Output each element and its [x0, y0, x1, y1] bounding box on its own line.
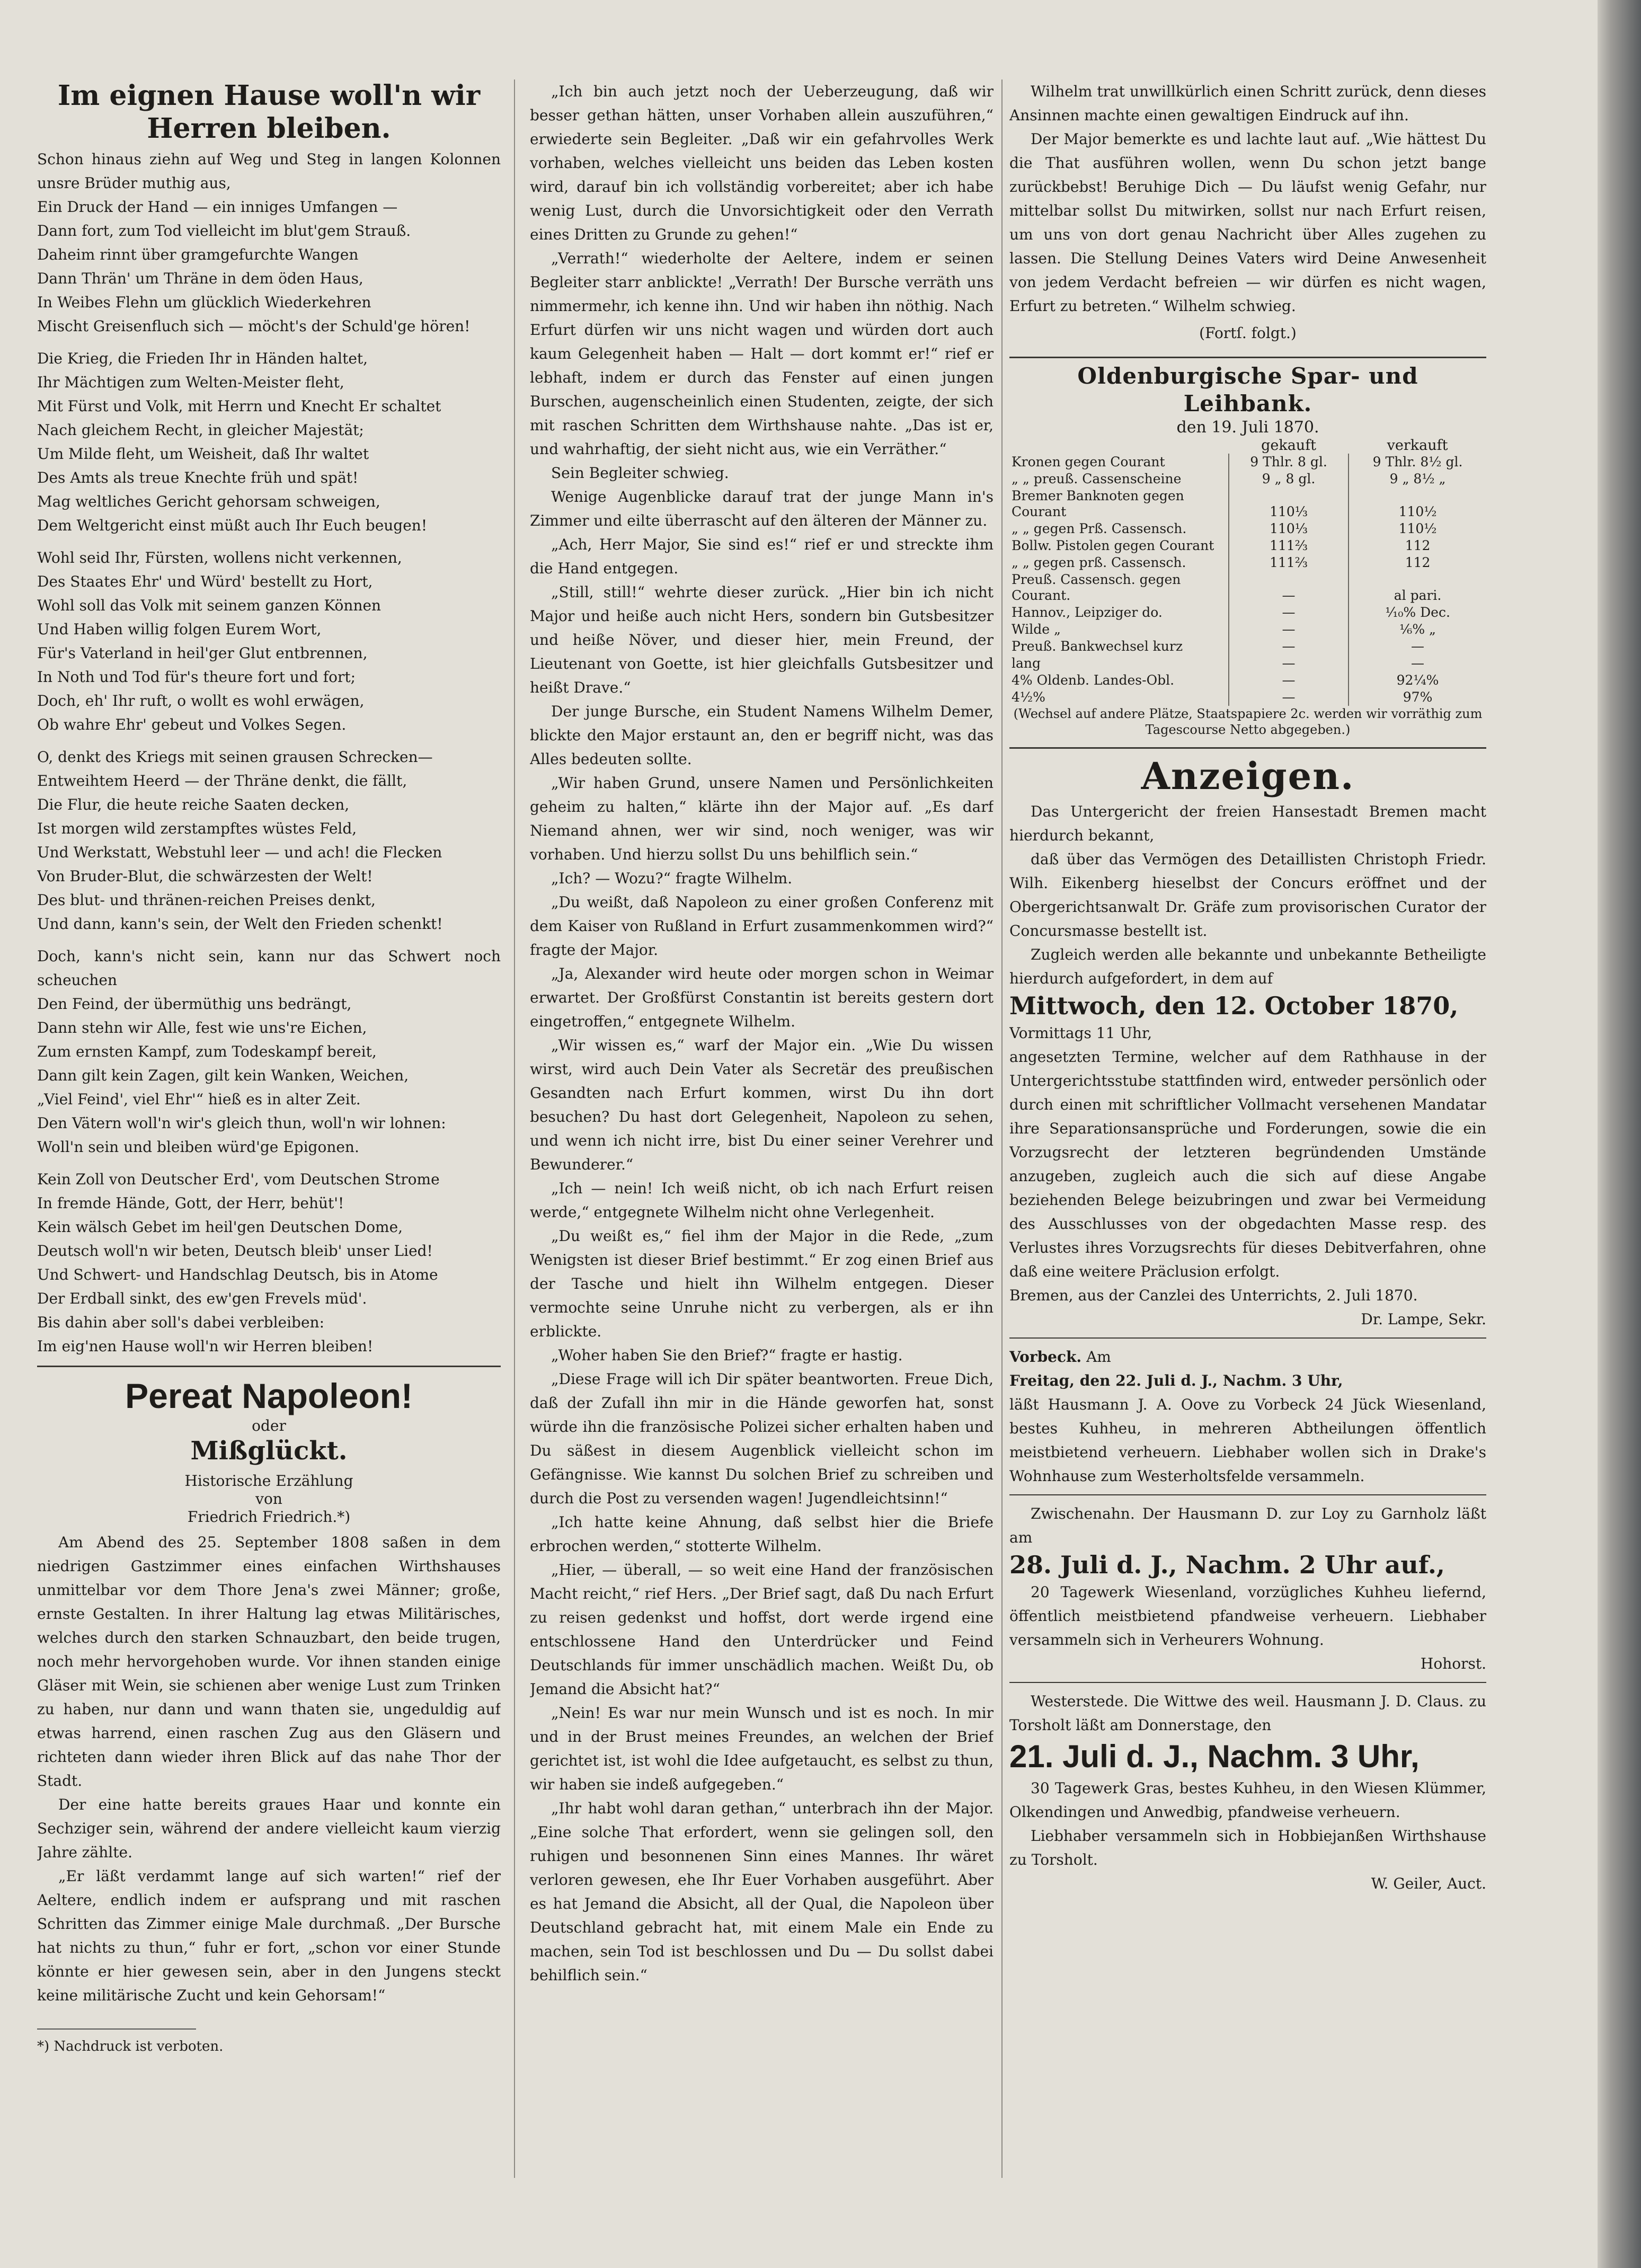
rate-sell: 110½ [1349, 520, 1486, 537]
section-divider [37, 1366, 501, 1367]
story-paragraph: „Diese Frage will ich Dir später beantworten. Freue Dich, daß der Zufall ihn mir in die Hände geworfen hat, sonst würde ihn die französische Polizei sicher erhalten haben und Du säßest in diesem Augenblick vielleicht schon im Gefängnisse. Wie kannst Du solchen Brief zu schreiben und durch die Post zu versenden wagen! Jugendleichtsinn!“ [530, 1370, 994, 1507]
poem-stanza: O, denkt des Kriegs mit seinen grausen Schrecken— Entweihtem Heerd — der Thräne denkt, die fällt, Die Flur, die heute reiche Saaten decken, Ist morgen wild zerstampftes wüstes Feld, Und Werkstatt, Webstuhl leer — und ach! die Flecken Von Bruder-Blut, die schwärzesten der Welt! Des blut- und thränen-reichen Preises denkt, Und dann, kann's sein, der Welt den Frieden schenkt! [37, 748, 443, 933]
rate-label: 4½% [1012, 689, 1045, 705]
ad-text: Zwischenahn. Der Hausmann D. zur Loy zu Garnholz läßt am [1009, 1505, 1486, 1546]
rate-sell: ¹⁄₆% „ [1349, 621, 1486, 638]
rate-sell: 112 [1349, 554, 1486, 571]
poem-title: Im eignen Hause woll'n wir Herren bleiben. [57, 79, 481, 145]
story-paragraph: „Woher haben Sie den Brief?“ fragte er hastig. [551, 1346, 903, 1364]
table-row [1009, 488, 1486, 520]
story-von: von [255, 1490, 282, 1508]
rate-label: 4% Oldenb. Landes-Obl. [1012, 672, 1175, 688]
rate-sell: 97% [1349, 689, 1486, 706]
rate-buy: 111⅔ [1229, 554, 1349, 571]
story-paragraph: „Wir wissen es,“ warf der Major ein. „Wie Du wissen wirst, wird auch Dein Vater als Secretär des preußischen Gesandten nach Erfurt kommen, wirst Du ihn dort besuchen? Du hast dort Gelegenheit, Napoleon zu sehen, und wenn ich nicht irre, bist Du einer seiner Verehrer und Bewunderer.“ [530, 1036, 994, 1173]
continued-note: (Fortſ. folgt.) [1199, 324, 1297, 342]
ad-text: angesetzten Termine, welcher auf dem Rathhause in der Untergerichtsstube stattfinden wird, entweder persönlich oder durch einen mit schriftlicher Vollmacht versehenen Mandatar ihre Separationsansprüche und Forderungen, sowie die ein Vorzugsrecht der letzteren begründenden Umstände anzugeben, zugleich auch die sich auf diese Angabe beziehenden Belege beizubringen und zwar bei Vermeidung des Ausschlusses von der obgedachten Masse resp. des Verlustes ihres Vorzugsrechts für dieses Debitverfahren, ohne daß eine weitere Präclusion erfolgt. [1009, 1048, 1486, 1280]
story-paragraph: Der eine hatte bereits graues Haar und konnte ein Sechziger sein, während der andere vielleicht kaum vierzig Jahre zählte. [37, 1796, 501, 1861]
ad-date: 21. Juli d. J., Nachm. 3 Uhr, [1009, 1739, 1420, 1774]
rate-label: „ „ gegen Prß. Cassensch. [1012, 521, 1187, 536]
ad-signature: Dr. Lampe, Sekr. [1361, 1310, 1486, 1328]
rate-sell: 9 „ 8½ „ [1349, 471, 1486, 488]
rate-label: „ „ gegen prß. Cassensch. [1012, 555, 1186, 570]
poem [37, 147, 501, 1358]
story-paragraph: „Nein! Es war nur mein Wunsch und ist es noch. In mir und in der Brust meines Freundes, an welchen der Brief gerichtet ist, ist wohl die Idee aufgetaucht, es selbst zu thun, wir haben sie indeß aufgegeben.“ [530, 1704, 994, 1793]
story-paragraph: „Ach, Herr Major, Sie sind es!“ rief er und streckte ihm die Hand entgegen. [530, 536, 994, 577]
section-divider [1009, 1682, 1486, 1683]
story-oder: oder [252, 1417, 286, 1434]
rate-sell: 112 [1349, 537, 1486, 554]
story-subtitle: Mißglückt. [190, 1436, 348, 1466]
ad-text: Das Untergericht der freien Hansestadt Bremen macht hierdurch bekannt, [1009, 803, 1486, 844]
rate-label: Kronen gegen Courant [1012, 454, 1165, 469]
ad-text: Westerstede. Die Wittwe des weil. Hausmann J. D. Claus. zu Torsholt läßt am Donnerstage, den [1009, 1693, 1486, 1734]
story-paragraph: Der junge Bursche, ein Student Namens Wilhelm Demer, blickte den Major erstaunt an, den er begriff nicht, was das Alles bedeuten sollte. [530, 703, 994, 768]
section-divider [1009, 1494, 1486, 1495]
rate-sell: — [1349, 655, 1486, 672]
story-genre: Historische Erzählung [184, 1472, 353, 1490]
ad-westerstede [1009, 1689, 1486, 1895]
column-header-gekauft: gekauft [1261, 437, 1317, 454]
rate-buy: — [1229, 689, 1349, 706]
story-paragraph: Wenige Augenblicke darauf trat der junge Mann in's Zimmer und eilte überrascht auf den älteren der Männer zu. [530, 488, 994, 529]
story-paragraph: „Ich bin auch jetzt noch der Ueberzeugung, daß wir besser gethan hätten, unser Vorhaben allein auszuführen,“ erwiederte sein Begleiter. „Daß wir ein gefahrvolles Werk vorhaben, welches vielleicht uns beiden das Leben kosten wird, darauf bin ich vollständig vorbereitet; aber ich habe wenig Lust, durch die Unvorsichtigkeit oder den Verrath eines Dritten zu Grunde zu gehen!“ [530, 83, 994, 243]
rate-label: Wilde „ [1012, 622, 1061, 637]
rate-buy: 110⅓ [1229, 520, 1349, 537]
rate-sell: al pari. [1349, 571, 1486, 604]
table-header-row [1009, 438, 1486, 454]
story-title: Pereat Napoleon! [125, 1376, 413, 1415]
section-divider [1009, 357, 1486, 358]
ad-place: Vorbeck. [1009, 1348, 1082, 1366]
column-header-verkauft: verkauft [1387, 437, 1448, 454]
rate-buy: — [1229, 621, 1349, 638]
bank-note: (Wechsel auf andere Plätze, Staatspapiere 2c. werden wir vorräthig zum Tagescourse Netto abgegeben.) [1013, 706, 1483, 737]
story-paragraph: „Du weißt es,“ fiel ihm der Major in die Rede, „zum Wenigsten ist dieser Brief bestimmt.“ Er zog einen Brief aus der Tasche und hielt ihn Wilhelm entgegen. Dieser vermochte seine Unruhe nicht zu verbergen, als er ihn erblickte. [530, 1227, 994, 1340]
story-paragraph: Der Major bemerkte es und lachte laut auf. „Wie hättest Du die That ausführen wollen, wenn Du schon jetzt bange zurückbebst! Beruhige Dich — Du läufst wenig Gefahr, nur mittelbar sollst Du mitwirken, sollst nur nach Erfurt reisen, um uns von dort genau Nachricht über Alles zugehen zu lassen. Die Stellung Deines Vaters wird Deine Anwesenheit von jedem Verdacht befreien — wir dürfen es nicht wagen, Erfurt zu betreten.“ Wilhelm schwieg. [1009, 130, 1486, 315]
section-divider [1009, 747, 1486, 749]
story-paragraph: Sein Begleiter schwieg. [551, 464, 729, 482]
rate-label: „ „ preuß. Cassenscheine [1012, 471, 1182, 486]
rate-buy: 9 Thlr. 8 gl. [1229, 454, 1349, 471]
story-paragraph: „Ich — nein! Ich weiß nicht, ob ich nach Erfurt reisen werde,“ entgegnete Wilhelm nicht ohne Verlegenheit. [530, 1180, 994, 1221]
story-paragraph: „Du weißt, daß Napoleon zu einer großen Conferenz mit dem Kaiser von Rußland in Erfurt zusammenkommen wird?“ fragte der Major. [530, 893, 994, 959]
story-paragraph: „Wir haben Grund, unsere Namen und Persönlichkeiten geheim zu halten,“ klärte ihn der Major auf. „Es darf Niemand ahnen, wer wir sind, noch weniger, was wir vorhaben. Und hierzu sollst Du uns behilflich sein.“ [530, 774, 994, 863]
ad-text: daß über das Vermögen des Detaillisten Christoph Friedr. Wilh. Eikenberg hieselbst der Concurs eröffnet und der Obergerichtsanwalt Dr. Gräfe zum provisorischen Curator der Concursmasse bestellt ist. [1009, 850, 1486, 940]
ad-text: läßt Hausmann J. A. Oove zu Vorbeck 24 Jück Wiesenland, bestes Kuhheu, in mehreren Abtheilungen öffentlich meistbietend verheuern. Liebhaber wollen sich in Drake's Wohnhause zum Westerholtsfelde versammeln. [1009, 1396, 1486, 1485]
ad-date: 28. Juli d. J., Nachm. 2 Uhr auf., [1009, 1551, 1445, 1579]
table-row [1009, 672, 1486, 689]
ad-signature: W. Geiler, Auct. [1371, 1875, 1486, 1892]
table-row [1009, 454, 1486, 471]
column-2 [530, 79, 994, 2226]
ad-date: Freitag, den 22. Juli d. J., Nachm. 3 Uhr, [1009, 1372, 1343, 1389]
footnote: *) Nachdruck ist verboten. [37, 2028, 196, 2057]
rate-sell: ¹⁄₁₀% Dec. [1349, 604, 1486, 621]
poem-stanza: Die Krieg, die Frieden Ihr in Händen haltet, Ihr Mächtigen zum Welten-Meister fleht, Mit Fürst und Volk, mit Herrn und Knecht Er schaltet Nach gleichem Recht, in gleicher Majestät; Um Milde fleht, um Weisheit, daß Ihr waltet Des Amts als treue Knechte früh und spät! Mag weltliches Gericht gehorsam schweigen, Dem Weltgericht einst müßt auch Ihr Euch beugen! [37, 350, 441, 534]
story-paragraph: „Still, still!“ wehrte dieser zurück. „Hier bin ich nicht Major und heiße auch nicht Hers, sondern bin Gutsbesitzer und heiße Növer, und dieser hier, mein Freund, der Lieutenant von Goette, ist hier gleichfalls Gutsbesitzer und heißt Drave.“ [530, 583, 994, 696]
column-3 [1009, 79, 1486, 2226]
rate-buy: 9 „ 8 gl. [1229, 471, 1349, 488]
rate-label: Preuß. Cassensch. gegen Courant. [1012, 572, 1181, 603]
poem-stanza: Wohl seid Ihr, Fürsten, wollens nicht verkennen, Des Staates Ehr' und Würd' bestellt zu Hort, Wohl soll das Volk mit seinem ganzen Können Und Haben willig folgen Eurem Wort, Für's Vaterland in heil'ger Glut entbrennen, In Noth und Tod für's theure fort und fort; Doch, eh' Ihr ruft, o wollt es wohl erwägen, Ob wahre Ehr' gebeut und Volkes Segen. [37, 549, 402, 733]
rate-buy: — [1229, 571, 1349, 604]
ad-vorbeck [1009, 1345, 1486, 1488]
story-paragraph: Am Abend des 25. September 1808 saßen in dem niedrigen Gastzimmer eines einfachen Wirthshauses unmittelbar vor dem Thore Jena's zwei Männer; große, ernste Gestalten. In ihrer Haltung lag etwas Militärisches, welches durch den starken Schnauzbart, den beide trugen, noch mehr hervorgehoben wurde. Vor ihnen standen einige Gläser mit Wein, sie schienen aber wenige Lust zum Trinken zu haben, nur dann und wann thaten sie, ungeduldig auf etwas harrend, einen raschen Zug aus den Gläsern und richteten dann wieder ihren Blick auf das nahe Thor der Stadt. [37, 1534, 501, 1789]
story-paragraph: „Ich hatte keine Ahnung, daß selbst hier die Briefe erbrochen werden,“ stotterte Wilhelm. [530, 1513, 994, 1555]
column-1 [37, 79, 501, 2226]
table-row [1009, 655, 1486, 672]
column-divider [1001, 79, 1003, 2178]
ad-concurs [1009, 800, 1486, 1331]
rate-buy: — [1229, 672, 1349, 689]
bank-title: Oldenburgische Spar- und Leihbank. [1077, 363, 1418, 417]
ad-text: 20 Tagewerk Wiesenland, vorzügliches Kuhheu liefernd, öffentlich meistbietend pfandweise verheuern. Liebhaber versammeln sich in Verheurers Wohnung. [1009, 1583, 1486, 1649]
table-row [1009, 638, 1486, 655]
rate-buy: — [1229, 604, 1349, 621]
rate-sell: — [1349, 638, 1486, 655]
rate-label: lang [1012, 655, 1041, 671]
table-row [1009, 621, 1486, 638]
poem-stanza: Kein Zoll von Deutscher Erd', vom Deutschen Strome In fremde Hände, Gott, der Herr, behüt'! Kein wälsch Gebet im heil'gen Deutschen Dome, Deutsch woll'n wir beten, Deutsch bleib' unser Lied! Und Schwert- und Handschlag Deutsch, bis in Atome Der Erdball sinkt, des ew'gen Frevels müd'. Bis dahin aber soll's dabei verbleiben: Im eig'nen Hause woll'n wir Herren bleiben! [37, 1171, 440, 1355]
section-divider [1009, 1337, 1486, 1339]
story-paragraph: „Hier, — überall, — so weit eine Hand der französischen Macht reicht,“ rief Hers. „Der Brief sagt, daß Du nach Erfurt zu reisen gedenkst und hoffst, dort werde irgend eine entschlossene Hand den Unterdrücker und Feind Deutschlands für immer unschädlich machen. Weißt Du, ob Jemand die Absicht hat?“ [530, 1561, 994, 1698]
table-row [1009, 554, 1486, 571]
story-paragraph: „Ich? — Wozu?“ fragte Wilhelm. [551, 870, 793, 887]
bank-rates [1009, 362, 1486, 738]
rate-buy: 111⅔ [1229, 537, 1349, 554]
rate-sell: 110½ [1349, 488, 1486, 520]
ad-date: Mittwoch, den 12. October 1870, [1009, 991, 1459, 1020]
table-row [1009, 471, 1486, 488]
rate-label: Hannov., Leipziger do. [1012, 605, 1163, 620]
ad-text: Liebhaber versammeln sich in Hobbiejanßen Wirthshause zu Torsholt. [1009, 1827, 1486, 1868]
ad-signature: Bremen, aus der Canzlei des Unterrichts, 2. Juli 1870. [1009, 1287, 1418, 1304]
rate-buy: — [1229, 638, 1349, 655]
ad-text: Am [1086, 1348, 1111, 1366]
rate-sell: 92¼% [1349, 672, 1486, 689]
rate-label: Bremer Banknoten gegen Courant [1012, 488, 1184, 519]
ad-text: 30 Tagewerk Gras, bestes Kuhheu, in den Wiesen Klümmer, Olkendingen und Anwedbig, pfandweise verheuern. [1009, 1779, 1486, 1821]
page-edge-shadow [1598, 0, 1641, 2268]
story-paragraph: „Ihr habt wohl daran gethan,“ unterbrach ihn der Major. „Eine solche That erfordert, wenn sie gelingen soll, den ruhigen und besonnenen Sinn eines Mannes. Ihr wäret verloren gewesen, ehe Ihr Euer Vorhaben ausgeführt. Aber es hat Jemand die Absicht, all der Qual, die Napoleon über Deutschland gebracht hat, mit einem Male ein Ende zu machen, sein Tod ist beschlossen und Du — Du sollst dabei behilflich sein.“ [530, 1800, 994, 1984]
story-paragraph: „Ja, Alexander wird heute oder morgen schon in Weimar erwartet. Der Großfürst Constantin ist bereits gestern dort eingetroffen,“ entgegnete Wilhelm. [530, 965, 994, 1030]
table-row [1009, 689, 1486, 706]
ads-title: Anzeigen. [1141, 754, 1355, 798]
poem-stanza: Doch, kann's nicht sein, kann nur das Schwert noch scheuchen Den Feind, der übermüthig uns bedrängt, Dann stehn wir Alle, fest wie uns're Eichen, Zum ernsten Kampf, zum Todeskampf bereit, Dann gilt kein Zagen, gilt kein Wanken, Weichen, „Viel Feind', viel Ehr'“ hieß es in alter Zeit. Den Vätern woll'n wir's gleich thun, woll'n wir lohnen: Woll'n sein und bleiben würd'ge Epigonen. [37, 947, 501, 1156]
table-row [1009, 520, 1486, 537]
story-paragraph: Wilhelm trat unwillkürlich einen Schritt zurück, denn dieses Ansinnen machte einen gewaltigen Eindruck auf ihn. [1009, 83, 1486, 124]
table-row [1009, 537, 1486, 554]
rate-buy: — [1229, 655, 1349, 672]
column-divider [514, 79, 515, 2178]
rate-buy: 110⅓ [1229, 488, 1349, 520]
ad-time: Vormittags 11 Uhr, [1009, 1024, 1152, 1042]
ad-signature: Hohorst. [1420, 1655, 1486, 1672]
table-row [1009, 571, 1486, 604]
ad-text: Zugleich werden alle bekannte und unbekannte Betheiligte hierdurch aufgefordert, in dem auf [1009, 946, 1486, 987]
table-row [1009, 604, 1486, 621]
rate-label: Bollw. Pistolen gegen Courant [1012, 538, 1214, 553]
story-author: Friedrich Friedrich.*) [187, 1508, 351, 1526]
bank-rates-table [1009, 438, 1486, 706]
ad-zwischenahn [1009, 1502, 1486, 1676]
poem-stanza: Schon hinaus ziehn auf Weg und Steg in langen Kolonnen unsre Brüder muthig aus, Ein Druck der Hand — ein inniges Umfangen — Dann fort, zum Tod vielleicht im blut'gem Strauß. Daheim rinnt über gramgefurchte Wangen Dann Thrän' um Thräne in dem öden Haus, In Weibes Flehn um glücklich Wiederkehren Mischt Greisenfluch sich — möcht's der Schuld'ge hören! [37, 150, 501, 335]
story-paragraph: „Er läßt verdammt lange auf sich warten!“ rief der Aeltere, endlich indem er aufsprang und mit raschen Schritten das Zimmer einige Male durchmaß. „Der Bursche hat nichts zu thun,“ fuhr er fort, „schon vor einer Stunde könnte er hier gewesen sein, aber in den Jungens steckt keine militärische Zucht und kein Gehorsam!“ [37, 1867, 501, 2004]
rate-sell: 9 Thlr. 8½ gl. [1349, 454, 1486, 471]
bank-date: den 19. Juli 1870. [1176, 418, 1319, 437]
story-paragraph: „Verrath!“ wiederholte der Aeltere, indem er seinen Begleiter starr anblickte! „Verrath! Der Bursche verräth uns nimmermehr, ich kenne ihn. Und wir haben ihn nöthig. Nach Erfurt dürfen wir uns nicht wagen und würden dort auch kaum Gelegenheit haben — Halt — dort kommt er!“ rief er lebhaft, indem er durch das Fenster auf einen jungen Burschen, augenscheinlich einen Studenten, zeigte, der sich mit raschen Schritten dem Wirthshause nahte. „Das ist er, und wahrhaftig, der sieht nicht aus, wie ein Verräther.“ [530, 250, 994, 458]
rate-label: Preuß. Bankwechsel kurz [1012, 639, 1183, 654]
